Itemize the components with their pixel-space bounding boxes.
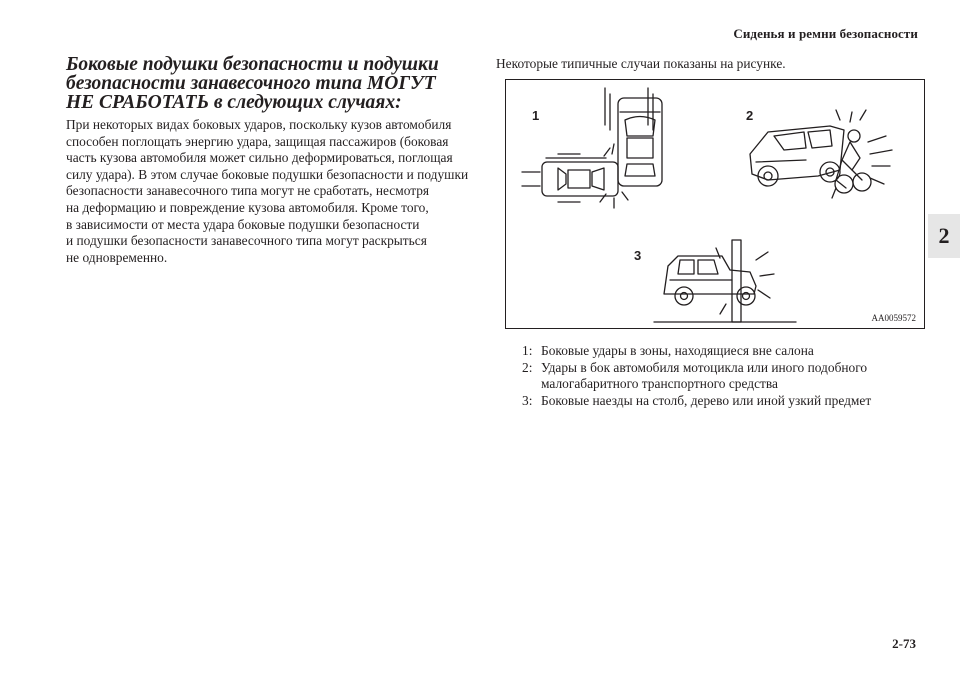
pole-impact-icon (654, 240, 796, 322)
body-line: не одновременно. (66, 249, 168, 265)
section-heading (66, 55, 476, 112)
figure-code: AA0059572 (871, 313, 916, 323)
caption-item (522, 360, 922, 393)
chapter-tab-label: 2 (938, 223, 950, 248)
heading-line: безопасности занавесочного типа МОГУТ (66, 73, 436, 94)
caption-text: Удары в бок автомобиля мотоцикла или иного подобного (541, 359, 868, 375)
body-line: силу удара). В этом случае боковые подушки безопасности и подушки (66, 166, 469, 182)
body-paragraph (66, 117, 476, 266)
motorcycle-impact-icon (750, 110, 892, 198)
heading-line: Боковые подушки безопасности и подушки (66, 54, 439, 75)
chapter-tab[interactable] (928, 214, 960, 258)
illustration-svg (506, 80, 924, 328)
left-column (66, 55, 476, 266)
body-line: на деформацию и повреждение кузова автомобиля. Кроме того, (66, 199, 429, 215)
caption-number: 2: (522, 359, 533, 375)
caption-number: 1: (522, 343, 533, 358)
car-to-car-impact-icon (522, 88, 662, 208)
caption-item (522, 393, 922, 410)
caption-item (522, 343, 922, 360)
running-head: Сиденья и ремни безопасности (733, 26, 918, 41)
body-line: в зависимости от места удара боковые подушки безопасности (66, 216, 420, 232)
figure-label-1: 1 (532, 108, 540, 123)
impact-illustration (505, 79, 925, 329)
caption-text: малогабаритного транспортного средства (541, 376, 778, 391)
body-line: часть кузова автомобиля может сильно деформироваться, поглощая (66, 150, 453, 166)
figure-label-2: 2 (746, 108, 754, 123)
page-number: 2-73 (892, 636, 916, 651)
figure-captions (522, 343, 922, 409)
figure-label-3: 3 (634, 248, 642, 263)
body-line: способен поглощать энергию удара, защищая пассажиров (боковая (66, 133, 449, 149)
body-line: безопасности занавесочного типа могут не сработать, несмотря (66, 183, 430, 199)
caption-number: 3: (522, 392, 533, 408)
body-line: и подушки безопасности занавесочного типа могут раскрыться (66, 233, 427, 249)
heading-line: НЕ СРАБОТАТЬ в следующих случаях: (66, 92, 402, 113)
caption-text: Боковые удары в зоны, находящиеся вне салона (541, 343, 814, 358)
caption-text: Боковые наезды на столб, дерево или иной узкий предмет (541, 392, 872, 408)
figure-intro: Некоторые типичные случаи показаны на рисунке. (496, 56, 786, 71)
body-line: При некоторых видах боковых ударов, поскольку кузов автомобиля (66, 117, 452, 132)
